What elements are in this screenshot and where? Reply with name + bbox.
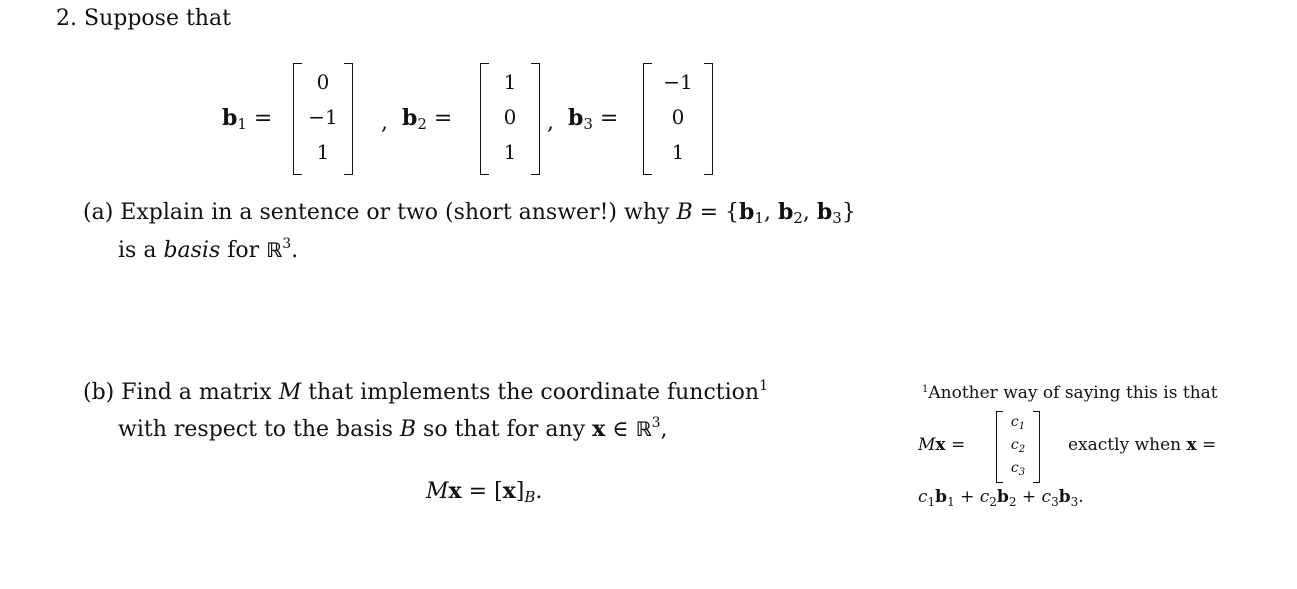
coefficient-vector <box>996 411 1040 481</box>
part-b-line2: with respect to the basis B so that for any x ∈ ℝ$^3$, <box>118 415 668 442</box>
b2-label: $b_2$ = <box>402 105 453 133</box>
matrix-entry: $c_1$ <box>1010 414 1026 432</box>
part-b-line1: (b) Find a matrix M that implements the coordinate function$^1$ <box>83 378 769 405</box>
sidenote-when: exactly when x = <box>1068 435 1217 455</box>
sidenote-mx: Mx = <box>918 435 966 455</box>
matrix-entry: 0 <box>316 70 330 94</box>
matrix-entry: 1 <box>503 70 517 94</box>
problem-intro: Suppose that <box>84 6 231 31</box>
matrix-entry: −1 <box>308 105 338 129</box>
display-equation: $Mx = [x]_B$. <box>426 478 543 506</box>
b3-label: $b_3$ = <box>568 105 619 133</box>
part-a-line2: is a basis for ℝ$^3$. <box>118 236 299 263</box>
matrix-entry: −1 <box>663 70 693 94</box>
sidenote-line1 <box>922 383 1218 403</box>
matrix-entry: 0 <box>503 105 517 129</box>
comma: , <box>547 110 554 135</box>
sidenote-mark: 1 <box>922 384 929 395</box>
b1-label: $b_1$ = <box>222 105 273 133</box>
part-a-line1: (a) Explain in a sentence or two (short answer!) why $B = \{b_1$, $b_2$, $b_3$} <box>83 199 856 227</box>
matrix-entry: 1 <box>671 140 685 164</box>
part-a-label: (a) <box>83 200 114 225</box>
sidenote-text: Another way of saying this is that <box>928 383 1218 403</box>
matrix-entry: 1 <box>503 140 517 164</box>
part-b-label: (b) <box>83 380 115 405</box>
matrix-entry: 1 <box>316 140 330 164</box>
matrix-b1 <box>293 63 353 173</box>
sidenote-sum: $c_1b_1 + c_2b_2 + c_3b_3$. <box>918 487 1084 509</box>
part-a-text: Explain in a sentence or two (short answer!) why <box>120 200 670 225</box>
matrix-b3 <box>643 63 713 173</box>
problem-number: 2. <box>56 6 77 31</box>
matrix-b2 <box>480 63 540 173</box>
problem-heading <box>56 8 231 30</box>
basis-symbol: B <box>676 200 693 225</box>
comma: , <box>381 110 388 135</box>
matrix-entry: $c_2$ <box>1010 437 1026 455</box>
footnote-mark: 1 <box>759 378 769 394</box>
matrix-entry: $c_3$ <box>1010 460 1026 478</box>
matrix-entry: 0 <box>671 105 685 129</box>
